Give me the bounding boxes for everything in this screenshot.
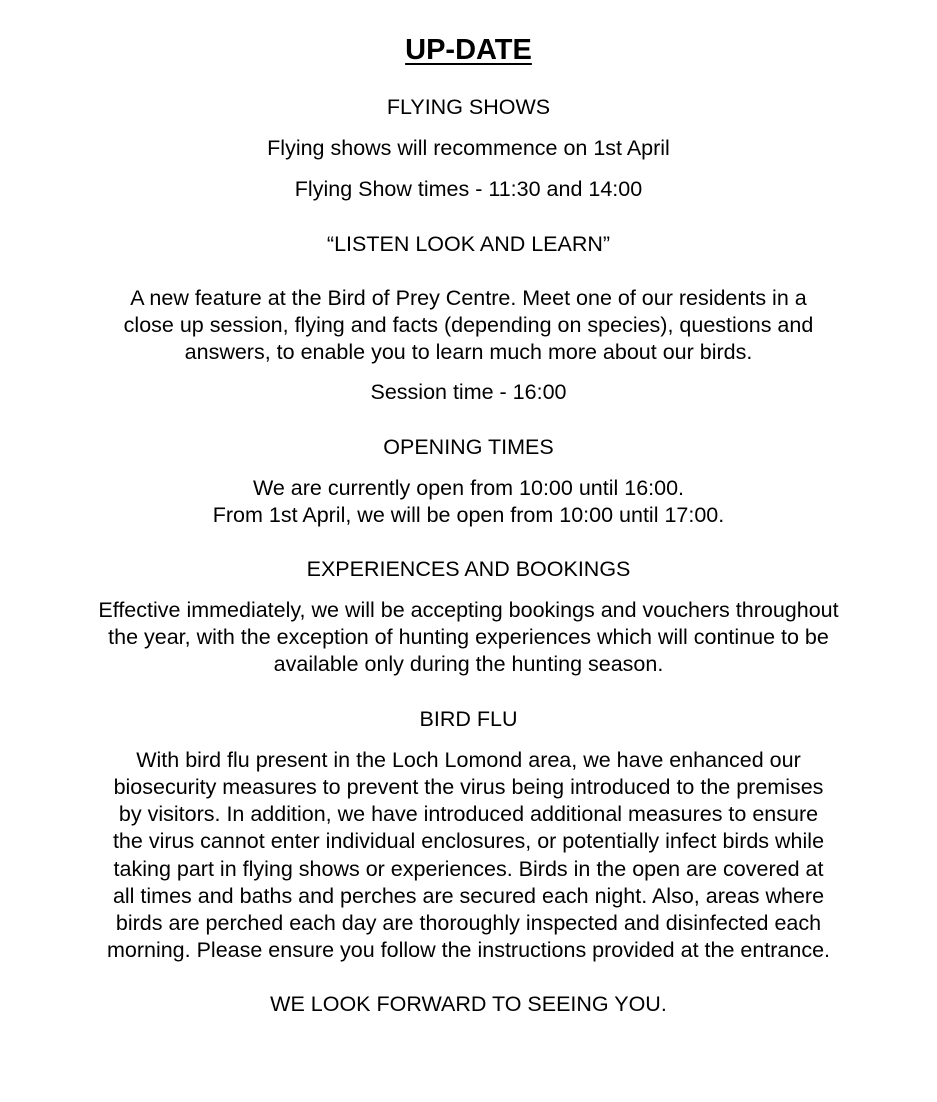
bird-flu-line: by visitors. In addition, we have introduced additional measures to ensure [118, 802, 819, 826]
listen-look-learn-line: close up session, flying and facts (depending on species), questions and [123, 313, 814, 337]
experiences-line: the year, with the exception of hunting experiences which will continue to be [108, 625, 829, 649]
flying-shows-heading: FLYING SHOWS [386, 95, 551, 119]
bird-flu-line: With bird flu present in the Loch Lomond area, we have enhanced our [136, 748, 801, 772]
opening-times-line: We are currently open from 10:00 until 16:00. [252, 476, 685, 500]
session-time: Session time - 16:00 [370, 380, 567, 404]
bird-flu-heading: BIRD FLU [419, 707, 518, 731]
experiences-line: Effective immediately, we will be accepting bookings and vouchers throughout [98, 598, 839, 622]
experiences-line: available only during the hunting season. [273, 652, 664, 676]
opening-times-line: From 1st April, we will be open from 10:00 until 17:00. [212, 503, 725, 527]
bird-flu-line: morning. Please ensure you follow the instructions provided at the entrance. [106, 938, 831, 962]
page-title: UP-DATE [405, 34, 532, 66]
listen-look-learn-heading: “LISTEN LOOK AND LEARN” [326, 232, 611, 256]
bird-flu-line: birds are perched each day are thoroughly inspected and disinfected each [115, 911, 822, 935]
flying-shows-line: Flying Show times - 11:30 and 14:00 [294, 177, 643, 201]
bird-flu-line: the virus cannot enter individual enclosures, or potentially infect birds while [112, 829, 825, 853]
listen-look-learn-line: A new feature at the Bird of Prey Centre. Meet one of our residents in a [130, 286, 807, 310]
closing-message: WE LOOK FORWARD TO SEEING YOU. [270, 992, 667, 1016]
bird-flu-line: biosecurity measures to prevent the virus being introduced to the premises [113, 775, 824, 799]
listen-look-learn-line: answers, to enable you to learn much more about our birds. [184, 340, 753, 364]
flying-shows-line: Flying shows will recommence on 1st April [267, 136, 670, 160]
experiences-heading: EXPERIENCES AND BOOKINGS [306, 557, 631, 581]
bird-flu-line: all times and baths and perches are secured each night. Also, areas where [112, 884, 825, 908]
bird-flu-line: taking part in flying shows or experiences. Birds in the open are covered at [113, 857, 824, 881]
opening-times-heading: OPENING TIMES [383, 435, 554, 459]
